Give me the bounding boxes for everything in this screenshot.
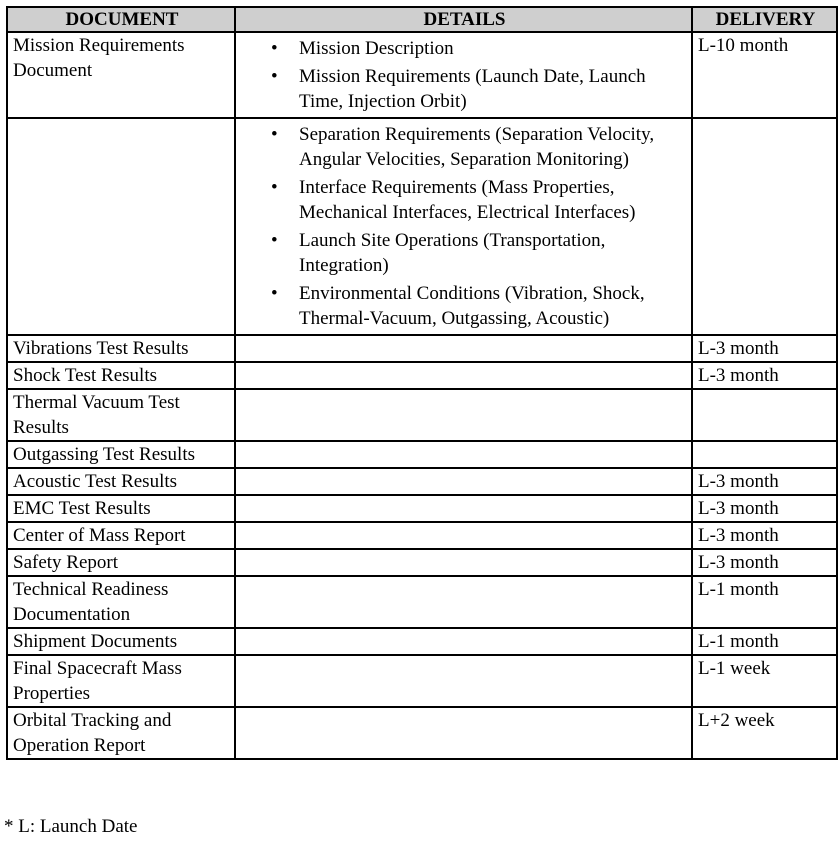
details-cell — [235, 389, 692, 441]
document-delivery-table — [6, 6, 838, 760]
document-cell: Outgassing Test Results — [7, 441, 235, 468]
document-cell: Orbital Tracking and Operation Report — [7, 707, 235, 759]
document-cell: Vibrations Test Results — [7, 335, 235, 362]
delivery-cell: L-3 month — [692, 362, 837, 389]
table-row — [7, 655, 837, 707]
table-row — [7, 522, 837, 549]
table-row — [7, 335, 837, 362]
details-cell — [235, 655, 692, 707]
details-cell — [235, 441, 692, 468]
details-cell — [235, 707, 692, 759]
details-cell — [235, 576, 692, 628]
header-document: DOCUMENT — [7, 7, 235, 32]
delivery-cell: L-3 month — [692, 549, 837, 576]
delivery-cell — [692, 118, 837, 335]
table-row — [7, 468, 837, 495]
document-cell — [7, 118, 235, 335]
document-cell: Acoustic Test Results — [7, 468, 235, 495]
header-delivery: DELIVERY — [692, 7, 837, 32]
details-cell — [235, 118, 692, 335]
document-cell: Mission Requirements Document — [7, 32, 235, 118]
delivery-cell: L-1 week — [692, 655, 837, 707]
delivery-cell: L+2 week — [692, 707, 837, 759]
delivery-cell: L-1 month — [692, 576, 837, 628]
details-cell — [235, 628, 692, 655]
document-cell: EMC Test Results — [7, 495, 235, 522]
table-row — [7, 628, 837, 655]
details-item: • Interface Requirements (Mass Properties, Mechanical Interfaces, Electrical Interfaces) — [299, 175, 688, 225]
delivery-cell: L-1 month — [692, 628, 837, 655]
document-cell: Thermal Vacuum Test Results — [7, 389, 235, 441]
table-row — [7, 707, 837, 759]
table-row — [7, 441, 837, 468]
table-row — [7, 576, 837, 628]
details-cell — [235, 495, 692, 522]
header-row — [7, 7, 837, 32]
details-cell — [235, 335, 692, 362]
document-cell: Final Spacecraft Mass Properties — [7, 655, 235, 707]
document-cell: Center of Mass Report — [7, 522, 235, 549]
delivery-cell: L-3 month — [692, 495, 837, 522]
details-cell — [235, 522, 692, 549]
delivery-cell — [692, 389, 837, 441]
details-cell — [235, 32, 692, 118]
document-cell: Technical Readiness Documentation — [7, 576, 235, 628]
table-row — [7, 362, 837, 389]
table-body — [7, 32, 837, 759]
details-item: • Mission Description — [299, 36, 688, 61]
table-row — [7, 32, 837, 118]
footnote: * L: Launch Date — [4, 816, 138, 837]
details-list — [241, 36, 688, 114]
details-cell — [235, 549, 692, 576]
header-details: DETAILS — [235, 7, 692, 32]
details-cell — [235, 362, 692, 389]
delivery-cell — [692, 441, 837, 468]
details-list — [241, 122, 688, 331]
delivery-cell: L-10 month — [692, 32, 837, 118]
delivery-cell: L-3 month — [692, 335, 837, 362]
document-cell: Shipment Documents — [7, 628, 235, 655]
details-cell — [235, 468, 692, 495]
details-item: • Launch Site Operations (Transportation, Integration) — [299, 228, 688, 278]
document-cell: Safety Report — [7, 549, 235, 576]
table-row — [7, 549, 837, 576]
document-cell: Shock Test Results — [7, 362, 235, 389]
delivery-cell: L-3 month — [692, 468, 837, 495]
table-row — [7, 118, 837, 335]
document-table-frame — [6, 6, 836, 760]
details-item: • Environmental Conditions (Vibration, Shock, Thermal-Vacuum, Outgassing, Acoustic) — [299, 281, 688, 331]
table-row — [7, 495, 837, 522]
details-item: • Separation Requirements (Separation Velocity, Angular Velocities, Separation Monitoring) — [299, 122, 688, 172]
details-item: • Mission Requirements (Launch Date, Launch Time, Injection Orbit) — [299, 64, 688, 114]
table-row — [7, 389, 837, 441]
delivery-cell: L-3 month — [692, 522, 837, 549]
